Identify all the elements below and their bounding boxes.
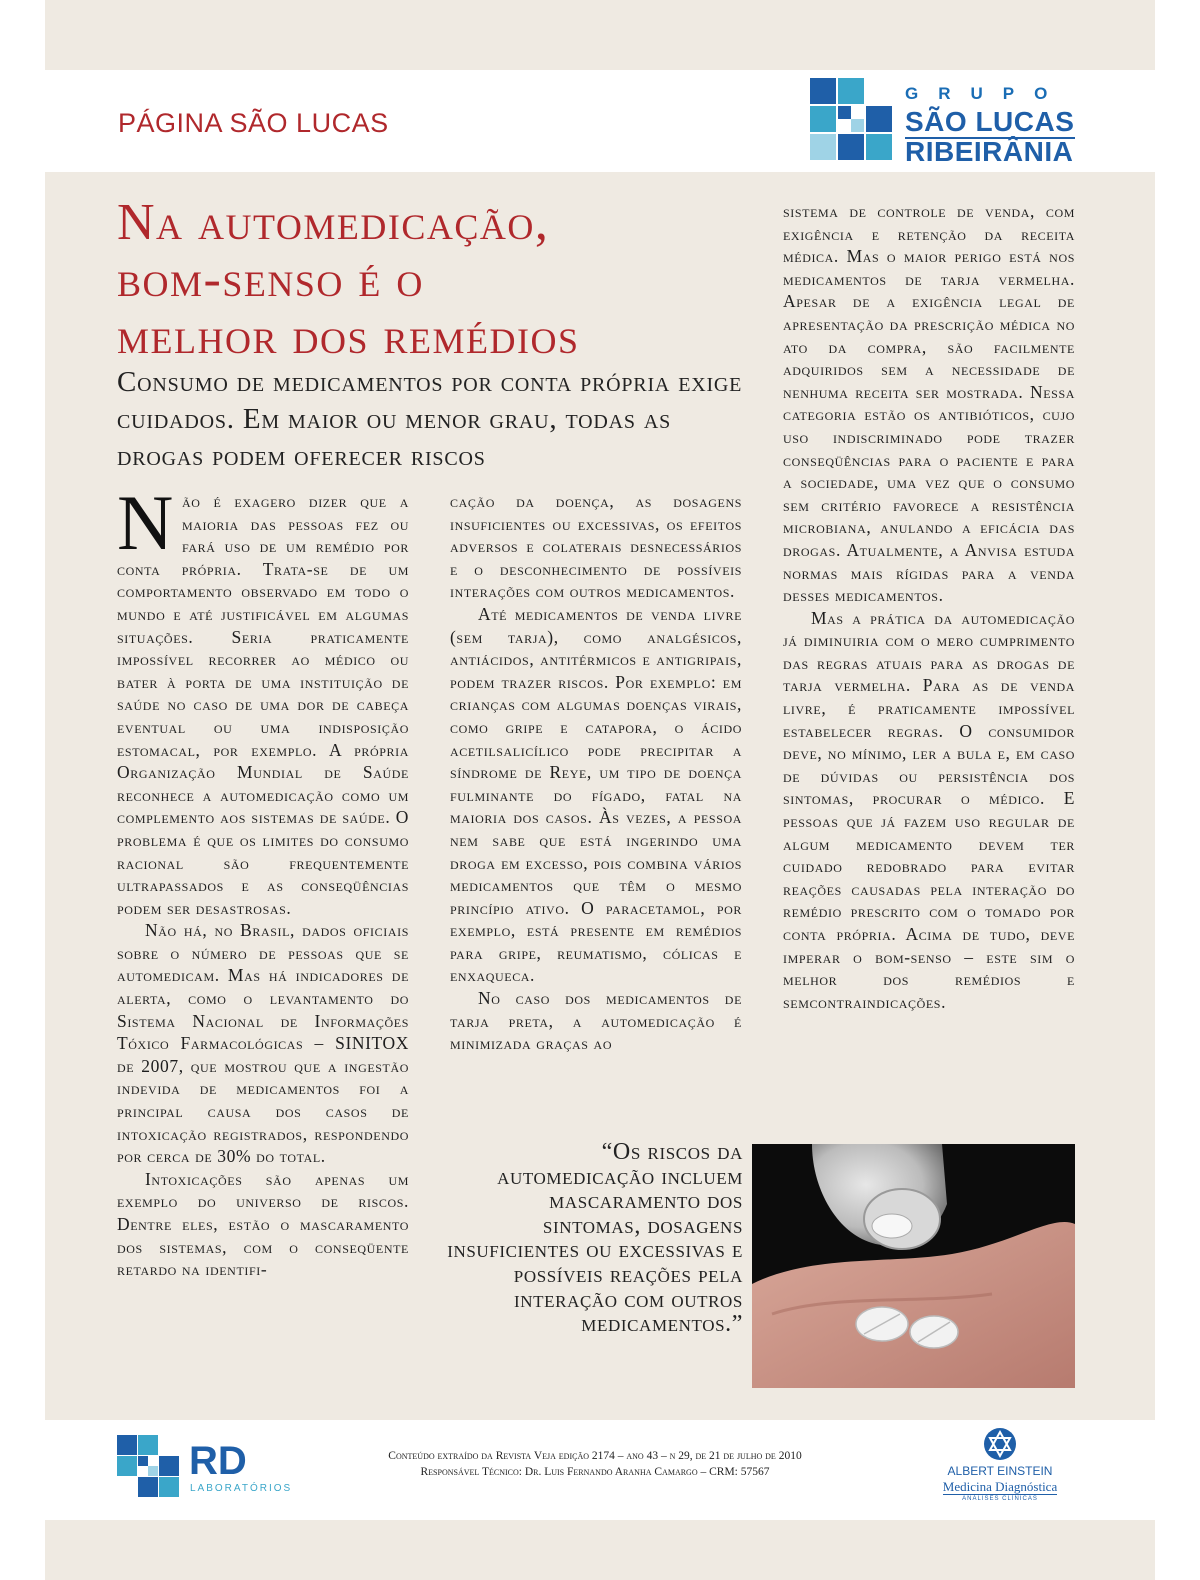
paragraph: Até medicamentos de venda livre (sem tarja), como analgésicos, antiácidos, antitérmicos e antigripais, podem trazer riscos. Por exemplo: em crianças com algumas doenças virais, como gripe e catapora, o ácido acetilsalicílico pode precipitar a síndrome de Reye, um tipo de doença fulminante do fígado, fatal na maioria dos casos. Às vezes, a pessoa nem sabe que está ingerindo uma droga em excesso, pois combina vários medicamentos que têm o mesmo princípio ativo. O paracetamol, por exemplo, está presente em remédios para gripe, reumatismo, cólicas e enxaqueca. [450,603,742,986]
logo-grupo-word: GRUPO [905,84,1068,103]
pills-in-hand-image [752,1144,1075,1388]
albert-einstein-logo [925,1426,1075,1516]
pull-quote: “Os riscos da automedicação incluem mascaramento dos sintomas, dosagens insuficientes ou excessivas e possíveis reações pela interação com outros medicamentos.” [447,1139,743,1338]
page-footer [45,1420,1155,1520]
paragraph: Não é exagero dizer que a maioria das pessoas fez ou fará uso de um remédio por conta própria. Trata-se de um comportamento observado em todo o mundo e até justificável em algumas situações. Seria praticamente impossível recorrer ao médico ou bater à porta de uma instituição de saúde no caso de uma dor de cabeça eventual ou uma indisposição estomacal, por exemplo. A própria Organização Mundial de Saúde reconhece a automedicação como um complemento aos sistemas de saúde. O problema é que os limites do consumo racional são frequentemente ultrapassados e as conseqüências podem ser desastrosas. [117,479,409,918]
paragraph: cação da doença, as dosagens insuficientes ou excessivas, os efeitos adversos e colaterais desnecessários e o desconhecimento de possíveis interações com outros medicamentos. [450,491,742,602]
paragraph: Mas a prática da automedicação já diminuiria com o mero cumprimento das regras atuais para as drogas de tarja vermelha. Para as de venda livre, é praticamente impossível estabelecer regras. O consumidor deve, no mínimo, ler a bula e, em caso de dúvidas ou persistência dos sintomas, procurar o médico. E pessoas que já fazem uso regular de algum medicamento devem ter cuidado redobrado para evitar reações causadas pela interação do remédio prescrito com o tomado por conta própria. Acima de tudo, deve imperar o bom-senso – este sim o melhor dos remédios e semcontraindicações. [783,607,1075,1012]
logo-name-line2: RIBEIRÂNIA [905,136,1074,167]
rd-laboratorios-logo [117,1435,317,1505]
einstein-emblem-icon [980,1426,1020,1462]
einstein-tag: ANÁLISES CLÍNICAS [962,1496,1038,1502]
title-line: Na automedicação, [117,194,550,251]
paragraph: No caso dos medicamentos de tarja preta, a automedicação é minimizada graças ao [450,988,742,1054]
article-column-3 [783,200,1075,1013]
checker-logo-icon [810,78,892,160]
section-label: PÁGINA SÃO LUCAS [118,108,389,138]
title-line: melhor dos remédios [117,308,580,365]
einstein-name: ALBERT EINSTEIN [947,1464,1053,1478]
article-area [45,172,1155,1420]
paragraph: Não há, no Brasil, dados oficiais sobre o número de pessoas que se automedicam. Mas há indicadores de alerta, como o levantamento do Sistema Nacional de Informações Tóxico Farmacológicas – SINITOX de 2007, que mostrou que a ingestão indevida de medicamentos foi a principal causa dos casos de intoxicação registrados, respondendo por cerca de 30% do total. [117,920,409,1167]
top-margin-band [45,0,1155,70]
article-subtitle: Consumo de medicamentos por conta própria exige cuidados. Em maior ou menor grau, todas as drogas podem oferecer riscos [117,366,743,472]
bottom-margin-band [45,1520,1155,1580]
paragraph: sistema de controle de venda, com exigência e retenção da receita médica. Mas o maior perigo está nos medicamentos de tarja vermelha. Apesar de a exigência legal de apresentação da prescrição médica no ato da compra, são facilmente adquiridos sem a necessidade de nenhuma receita ser mostrada. Nessa categoria estão os antibióticos, cujo uso indiscriminado pode trazer conseqüências para o paciente e para a sociedade, uma vez que o consumo sem critério favorece a resistência microbiana, anulando a eficácia das drogas. Atualmente, a Anvisa estuda normas mais rígidas para a venda desses medicamentos. [783,201,1075,606]
rd-checker-icon [117,1435,179,1497]
rd-logo-subtitle: LABORATÓRIOS [190,1483,293,1494]
credit-text [345,1448,845,1480]
logo-name-line1: SÃO LUCAS [905,106,1075,137]
article-column-2 [450,490,742,1055]
einstein-subtitle: Medicina Diagnóstica [942,1479,1058,1494]
article-title [117,194,707,365]
title-line: bom-senso é o [117,251,424,308]
credit-line: Conteúdo extraído da Revista Veja edição 2174 – ano 43 – n 29, de 21 de julho de 2010 [388,1450,802,1462]
page-header [45,70,1155,172]
paragraph: Intoxicações são apenas um exemplo do universo de riscos. Dentre eles, estão o mascaramento dos sistemas, com o conseqüente retardo na identifi- [117,1168,409,1280]
article-column-1 [117,479,409,1281]
pills-photo [752,1144,1075,1388]
grupo-sao-lucas-logo [810,78,1085,167]
credit-line: Responsável Técnico: Dr. Luis Fernando Aranha Camargo – CRM: 57567 [420,1466,770,1478]
rd-logo-text: RD [189,1439,247,1483]
drop-cap: N [117,479,174,566]
